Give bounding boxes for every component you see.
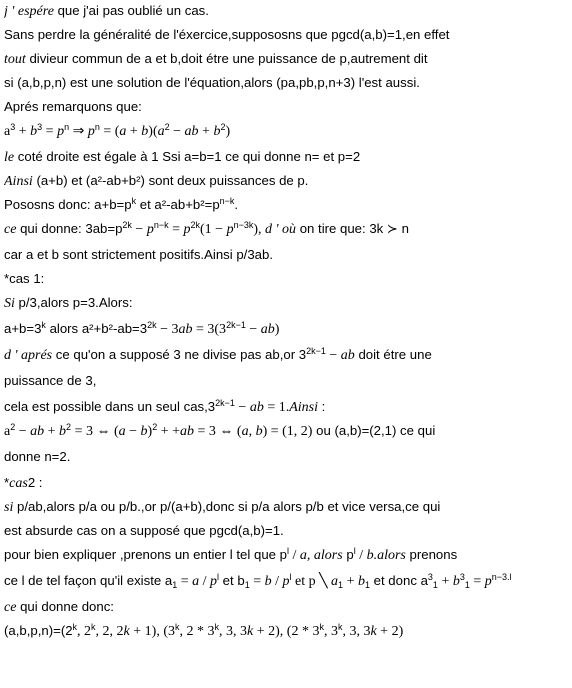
text-segment: cas <box>9 476 28 491</box>
text-segment: / <box>289 548 300 563</box>
text-segment: doit étre une <box>354 347 432 362</box>
text-segment: ⇒ <box>69 124 88 139</box>
text-segment: a <box>241 424 249 439</box>
text-segment: k <box>131 196 137 206</box>
text-segment: b <box>140 424 148 439</box>
text-segment: que j'ai pas oublié un cas. <box>53 3 209 18</box>
text-segment: * <box>4 475 10 490</box>
text-segment: + <box>437 574 453 589</box>
text-segment: 2k <box>190 220 201 230</box>
text-segment: d ' aprés <box>4 348 53 363</box>
text-segment: 1 <box>172 580 178 590</box>
document-line <box>4 122 568 141</box>
text-segment: k <box>123 624 130 639</box>
document-line <box>4 598 568 617</box>
text-segment: ) <box>274 322 280 337</box>
document-line <box>4 320 568 339</box>
text-segment: , 2 <box>77 624 92 639</box>
text-segment: − 3 <box>156 322 179 337</box>
text-segment: − <box>245 322 261 337</box>
text-segment: cela est possible dans un seul cas,3 <box>4 399 216 414</box>
text-segment: a <box>119 124 127 139</box>
text-segment: 1 <box>244 580 250 590</box>
text-segment: b <box>264 574 272 589</box>
text-segment: + <box>44 424 60 439</box>
text-segment: a <box>118 424 126 439</box>
text-segment: Ainsi <box>289 400 319 415</box>
text-segment: ), <box>253 222 266 237</box>
text-segment: + 2), (2 * 3 <box>253 624 320 639</box>
text-segment: ) <box>225 124 231 139</box>
document-line <box>4 622 568 641</box>
text-segment: si <box>4 500 14 515</box>
text-segment: tout <box>4 52 26 67</box>
text-segment: = 3 ⇔ ( <box>194 424 242 439</box>
document-line <box>4 172 568 191</box>
text-segment: k <box>175 622 180 632</box>
document-line <box>4 246 568 264</box>
text-segment: 2k <box>122 220 132 230</box>
text-segment: 2k <box>147 320 157 330</box>
text-segment: = ( <box>99 124 120 139</box>
text-segment: p <box>146 222 154 237</box>
text-segment: a <box>4 424 11 439</box>
text-segment: p <box>226 222 234 237</box>
text-segment: a <box>157 124 165 139</box>
text-segment: 2k−1 <box>306 346 326 356</box>
text-segment: k <box>337 622 343 632</box>
text-segment: et a²-ab+b²=p <box>136 197 220 212</box>
text-segment: a <box>4 124 11 139</box>
text-segment: , <box>248 424 256 439</box>
text-segment: b <box>452 574 460 589</box>
text-segment: on tire que: 3k ≻ n <box>296 221 409 236</box>
document-line <box>4 196 568 214</box>
text-segment: : <box>318 399 326 414</box>
text-segment: Si <box>4 296 15 311</box>
text-segment: ) <box>147 424 153 439</box>
text-segment: k <box>370 624 377 639</box>
text-segment: *cas 1: <box>4 271 45 286</box>
text-segment: / <box>355 548 367 563</box>
text-segment: + 2) <box>376 624 404 639</box>
document-line <box>4 398 568 417</box>
text-segment: − <box>169 124 185 139</box>
text-segment: ab <box>30 424 45 439</box>
text-segment: (1 − <box>200 222 227 237</box>
text-segment: p <box>210 574 218 589</box>
document-line <box>4 50 568 69</box>
document-line <box>4 572 568 591</box>
document-line <box>4 498 568 517</box>
text-segment: p <box>282 574 290 589</box>
text-segment: k <box>72 622 78 632</box>
text-segment: = <box>469 574 485 589</box>
text-segment: si (a,b,p,n) est une solution de l'équation,alors (pa,pb,p,n+3) l'est aussi. <box>4 75 420 90</box>
text-segment: k <box>91 622 96 632</box>
text-segment: p/ab,alors p/a ou p/b.,or p/(a+b),donc si p/a alors p/b et vice versa,ce qui <box>13 499 441 514</box>
text-segment: 2k−1 <box>215 398 235 408</box>
document-line <box>4 148 568 167</box>
text-segment: alors a²+b²-ab=3 <box>45 321 148 336</box>
text-segment: est absurde cas on a supposé que pgcd(a,b)=1. <box>4 523 284 538</box>
text-segment: = 3 ⇔ ( <box>71 424 119 439</box>
text-segment: , 3, 3 <box>342 624 371 639</box>
text-segment: et donc a <box>369 573 428 588</box>
text-segment: + <box>15 124 31 139</box>
text-segment: 1 <box>432 580 438 590</box>
text-segment: ab <box>249 400 264 415</box>
text-segment: Aprés remarquons que: <box>4 99 142 114</box>
text-segment: + <box>343 574 358 589</box>
text-segment: a, alors <box>299 548 343 563</box>
text-segment: ce qu'on a supposé 3 ne divise pas ab,or 3 <box>52 347 307 362</box>
document-line <box>4 522 568 540</box>
text-segment: 2 <box>164 122 170 132</box>
text-segment: ce l de tel façon qu'il existe a <box>4 573 173 588</box>
text-segment: p <box>484 574 492 589</box>
text-segment: = <box>249 574 265 589</box>
text-segment: ab <box>340 348 355 363</box>
text-segment: j ' espére <box>4 4 54 19</box>
text-segment: Sans perdre la généralité de l'éxercice,suppososns que pgcd(a,b)=1,en effet <box>4 27 450 42</box>
text-segment: k <box>247 624 254 639</box>
text-segment: p <box>87 124 95 139</box>
text-segment: puissance de 3, <box>4 373 97 388</box>
document-line <box>4 546 568 565</box>
text-segment: b <box>59 424 67 439</box>
text-segment: 1 <box>364 580 370 590</box>
document-line <box>4 448 568 466</box>
text-segment: b <box>255 424 263 439</box>
text-segment: p <box>342 547 354 562</box>
text-segment: − <box>234 400 250 415</box>
text-segment: , 3, 3 <box>219 624 247 639</box>
text-segment: 3 <box>10 122 16 132</box>
text-segment: le <box>4 150 15 165</box>
text-segment: k <box>214 622 219 632</box>
text-segment: = <box>177 574 193 589</box>
text-segment: )( <box>148 124 158 139</box>
text-segment: ce <box>4 222 17 237</box>
text-segment: / <box>199 574 211 589</box>
document-line <box>4 2 568 21</box>
text-segment: d ' où <box>265 222 297 237</box>
text-segment: b <box>141 124 149 139</box>
text-segment: 2 <box>220 122 226 132</box>
text-segment: b <box>213 124 221 139</box>
text-segment: donne n=2. <box>4 449 71 464</box>
document-line <box>4 372 568 390</box>
document-line <box>4 294 568 313</box>
text-segment: pour bien expliquer ,prenons un entier l tel que p <box>4 547 287 562</box>
document-line <box>4 346 568 365</box>
text-segment: b <box>30 124 38 139</box>
text-segment: prenons <box>405 547 458 562</box>
text-segment: = 1. <box>263 400 290 415</box>
text-segment: p/3,alors p=3.Alors: <box>14 295 133 310</box>
text-segment: = <box>42 124 58 139</box>
text-segment: − <box>125 424 141 439</box>
text-segment: , 3 <box>323 624 338 639</box>
text-segment: n−k <box>219 196 235 206</box>
text-segment: p <box>183 222 191 237</box>
text-segment: ab <box>180 424 195 439</box>
text-segment: b.alors <box>366 548 406 563</box>
text-segment: 1 <box>464 580 470 590</box>
text-segment: Ainsi <box>4 174 33 189</box>
text-segment: car a et b sont strictement positifs.Ainsi p/3ab. <box>4 247 274 262</box>
text-segment: 3 <box>427 572 433 582</box>
text-segment: ab <box>178 322 193 337</box>
text-segment: . <box>234 197 239 212</box>
text-segment: n−3.l <box>491 572 512 582</box>
text-segment: 1 <box>338 580 344 590</box>
text-segment: , 2, 2 <box>95 624 124 639</box>
text-segment: + <box>126 124 142 139</box>
text-segment: Pososns donc: a+b=p <box>4 197 132 212</box>
document-line <box>4 74 568 92</box>
text-segment: − <box>325 348 341 363</box>
text-segment: ) = (1, 2) <box>262 424 313 439</box>
document-line <box>4 474 568 493</box>
text-segment: 2 <box>152 422 158 432</box>
text-segment: a <box>192 574 200 589</box>
document-line <box>4 422 568 441</box>
text-segment: ab <box>260 322 275 337</box>
text-segment: n <box>64 122 70 132</box>
text-segment: (a,b,p,n)=(2 <box>4 623 73 638</box>
document-line <box>4 26 568 44</box>
text-segment: 2 <box>10 422 16 432</box>
text-segment: et b <box>219 573 245 588</box>
text-segment: a+b=3 <box>4 321 42 336</box>
text-segment: a <box>331 574 339 589</box>
text-segment: coté droite est égale à 1 Ssi a=b=1 ce qui donne n= et p=2 <box>14 149 361 164</box>
text-segment: + 1), (3 <box>129 624 175 639</box>
text-segment: (a+b) et (a²-ab+b²) sont deux puissances de p. <box>32 173 309 188</box>
text-segment: 3 <box>37 122 43 132</box>
document-line <box>4 270 568 288</box>
text-segment: + <box>198 124 214 139</box>
text-segment: ab <box>184 124 199 139</box>
text-segment: ou (a,b)=(2,1) ce qui <box>312 423 436 438</box>
text-segment: l <box>217 572 220 582</box>
text-segment: = 3(3 <box>192 322 227 337</box>
document-line <box>4 220 568 239</box>
text-segment: et p ╲ <box>291 574 332 589</box>
text-segment: + + <box>157 424 181 439</box>
text-segment: ce <box>4 600 17 615</box>
text-segment: b <box>357 574 365 589</box>
text-segment: n−k <box>153 220 169 230</box>
text-segment: qui donne donc: <box>16 599 114 614</box>
text-segment: k <box>319 622 324 632</box>
text-segment: n−3k <box>233 220 254 230</box>
text-segment: p <box>57 124 65 139</box>
text-segment: divieur commun de a et b,doit étre une puissance de p,autrement dit <box>25 51 428 66</box>
text-segment: = <box>168 222 184 237</box>
text-segment: − <box>15 424 31 439</box>
text-segment: l <box>353 546 356 556</box>
text-segment: 2 : <box>27 475 43 490</box>
text-segment: , 2 * 3 <box>179 624 215 639</box>
text-segment: qui donne: 3ab=p <box>16 221 123 236</box>
text-segment: k <box>41 320 46 330</box>
text-segment: − <box>131 222 147 237</box>
document-line <box>4 98 568 116</box>
text-segment: l <box>287 546 289 556</box>
text-segment: 2 <box>66 422 72 432</box>
text-segment: 3 <box>459 572 465 582</box>
text-segment: l <box>289 572 292 582</box>
text-segment: n <box>94 122 100 132</box>
text-segment: 2k−1 <box>226 320 246 330</box>
text-segment: / <box>271 574 283 589</box>
